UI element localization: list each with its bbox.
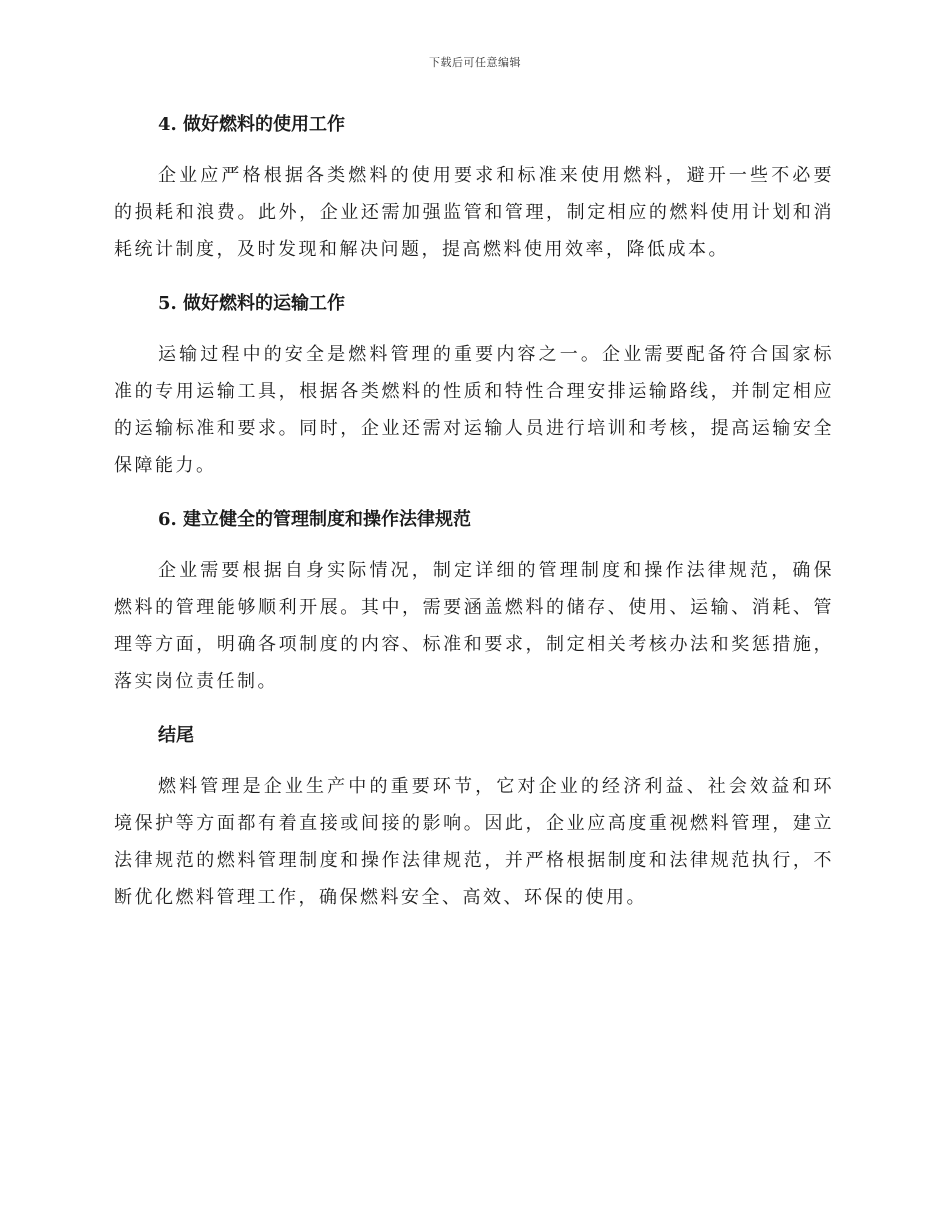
section-heading: 结尾: [158, 725, 194, 746]
section-paragraph: 燃料管理是企业生产中的重要环节，它对企业的经济利益、社会效益和环境保护等方面都有着直接或间接的影响。因此，企业应高度重视燃料管理，建立法律规范的燃料管理制度和操作法律规范，并严格根据制度和法律规范执行，不断优化燃料管理工作，确保燃料安全、高效、环保的使用。: [114, 776, 834, 908]
page-header: 下载后可任意编辑: [429, 56, 521, 69]
section-heading: 4. 做好燃料的使用工作: [158, 114, 346, 135]
section-paragraph: 企业需要根据自身实际情况，制定详细的管理制度和操作法律规范，确保燃料的管理能够顺利开展。其中，需要涵盖燃料的储存、使用、运输、消耗、管理等方面，明确各项制度的内容、标准和要求，制定相关考核办法和奖惩措施，落实岗位责任制。: [114, 560, 834, 692]
section-conclusion: [114, 721, 834, 916]
section-management-system: [114, 505, 834, 700]
document-body: [114, 110, 834, 916]
section-paragraph: 运输过程中的安全是燃料管理的重要内容之一。企业需要配备符合国家标准的专用运输工具，根据各类燃料的性质和特性合理安排运输路线，并制定相应的运输标准和要求。同时，企业还需对运输人员进行培训和考核，提高运输安全保障能力。: [114, 344, 834, 476]
section-fuel-usage: [114, 110, 834, 268]
section-heading: 6. 建立健全的管理制度和操作法律规范: [158, 509, 472, 530]
section-paragraph: 企业应严格根据各类燃料的使用要求和标准来使用燃料，避开一些不必要的损耗和浪费。此外，企业还需加强监管和管理，制定相应的燃料使用计划和消耗统计制度，及时发现和解决问题，提高燃料使用效率，降低成本。: [114, 165, 834, 260]
section-heading: 5. 做好燃料的运输工作: [158, 293, 346, 314]
section-fuel-transport: [114, 289, 834, 484]
